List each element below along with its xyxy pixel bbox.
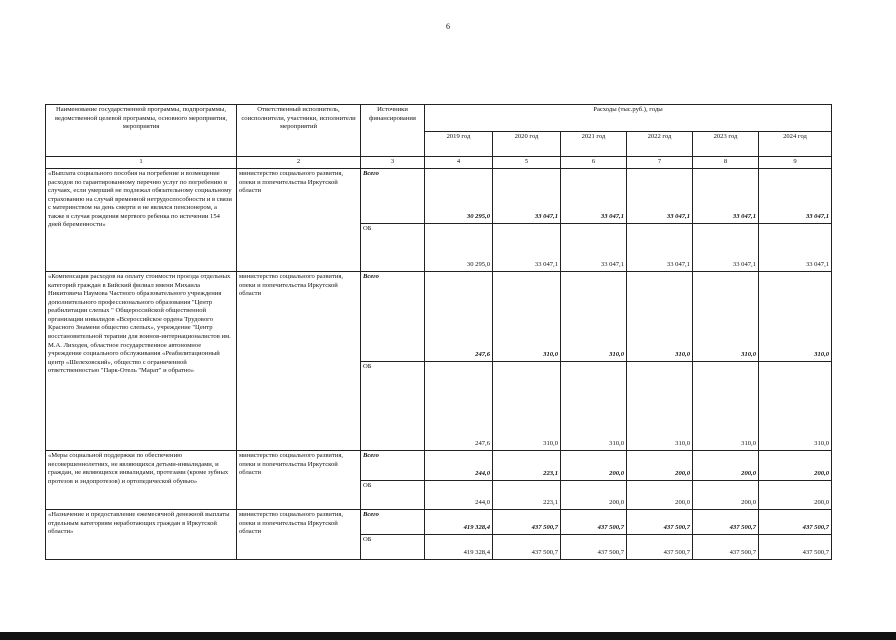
ob-value: 200,0 bbox=[561, 481, 627, 510]
total-value: 33 047,1 bbox=[759, 169, 832, 224]
scan-edge bbox=[0, 632, 896, 640]
table-row-total bbox=[46, 451, 832, 481]
ob-value: 200,0 bbox=[627, 481, 693, 510]
column-number: 8 bbox=[693, 157, 759, 169]
ob-value: 200,0 bbox=[759, 481, 832, 510]
ob-value: 419 328,4 bbox=[425, 535, 493, 560]
header-year: 2019 год bbox=[425, 132, 493, 157]
table-row-total bbox=[46, 169, 832, 224]
table-row-total bbox=[46, 272, 832, 362]
header-year: 2021 год bbox=[561, 132, 627, 157]
total-value: 437 500,7 bbox=[693, 510, 759, 535]
header-row bbox=[46, 105, 832, 132]
executor: министерство социального развития, опеки и попечительства Иркутской области bbox=[237, 451, 361, 510]
ob-value: 33 047,1 bbox=[627, 224, 693, 272]
total-value: 437 500,7 bbox=[627, 510, 693, 535]
ob-value: 310,0 bbox=[561, 362, 627, 451]
measure-name: «Выплата социального пособия на погребение и возмещение расходов по гарантированному перечню услуг по погребению в случаях, если умерший не подлежал обязательному социальному страхованию на случай временной нетрудоспособности и в связи с материнством на день смерти и не являлся пенсионером, а также в случая рождения мертвого ребенка по истечении 154 дней беременности» bbox=[46, 169, 237, 272]
total-value: 33 047,1 bbox=[561, 169, 627, 224]
funding-source-total: Всего bbox=[361, 272, 425, 362]
total-value: 223,1 bbox=[493, 451, 561, 481]
total-value: 310,0 bbox=[759, 272, 832, 362]
ob-value: 33 047,1 bbox=[493, 224, 561, 272]
ob-value: 437 500,7 bbox=[561, 535, 627, 560]
total-value: 30 295,0 bbox=[425, 169, 493, 224]
total-value: 310,0 bbox=[693, 272, 759, 362]
total-value: 310,0 bbox=[627, 272, 693, 362]
ob-value: 310,0 bbox=[693, 362, 759, 451]
ob-value: 244,0 bbox=[425, 481, 493, 510]
total-value: 33 047,1 bbox=[493, 169, 561, 224]
funding-source-ob: ОБ bbox=[361, 481, 425, 510]
ob-value: 30 295,0 bbox=[425, 224, 493, 272]
ob-value: 310,0 bbox=[627, 362, 693, 451]
total-value: 437 500,7 bbox=[561, 510, 627, 535]
ob-value: 310,0 bbox=[759, 362, 832, 451]
total-value: 33 047,1 bbox=[627, 169, 693, 224]
total-value: 419 328,4 bbox=[425, 510, 493, 535]
total-value: 200,0 bbox=[693, 451, 759, 481]
column-number: 4 bbox=[425, 157, 493, 169]
ob-value: 200,0 bbox=[693, 481, 759, 510]
header-funding-source: Источники финансирования bbox=[361, 105, 425, 157]
ob-value: 33 047,1 bbox=[561, 224, 627, 272]
header-expenses: Расходы (тыс.руб.), годы bbox=[425, 105, 832, 132]
funding-source-ob: ОБ bbox=[361, 362, 425, 451]
column-numbers-row bbox=[46, 157, 832, 169]
ob-value: 310,0 bbox=[493, 362, 561, 451]
ob-value: 247,6 bbox=[425, 362, 493, 451]
header-year: 2024 год bbox=[759, 132, 832, 157]
ob-value: 437 500,7 bbox=[693, 535, 759, 560]
column-number: 6 bbox=[561, 157, 627, 169]
ob-value: 223,1 bbox=[493, 481, 561, 510]
total-value: 33 047,1 bbox=[693, 169, 759, 224]
ob-value: 437 500,7 bbox=[759, 535, 832, 560]
funding-source-ob: ОБ bbox=[361, 535, 425, 560]
funding-source-total: Всего bbox=[361, 451, 425, 481]
column-number: 7 bbox=[627, 157, 693, 169]
ob-value: 437 500,7 bbox=[627, 535, 693, 560]
funding-source-total: Всего bbox=[361, 169, 425, 224]
measure-name: «Компенсация расходов на оплату стоимости проезда отдельных категорий граждан в Бийский филиал имени Михаила Никитовича Наумова Частного образовательного учреждения дополнительного профессионального образования "Центр реабилитации слепых " Общероссийской общественной организации инвалидов «Всероссийское ордена Трудового Красного Знамени общество слепых», учреждение "Центр восстановительной терапии для воинов-интернационалистов им. М.А. Лиходея, областное государственное автономное учреждение социального обслуживания «Реабилитационный центр «Шелеховский», общество с ограниченной ответственностью "Парк-Отель "Марат" и обратно» bbox=[46, 272, 237, 451]
total-value: 200,0 bbox=[627, 451, 693, 481]
budget-table bbox=[45, 104, 832, 560]
total-value: 200,0 bbox=[561, 451, 627, 481]
column-number: 5 bbox=[493, 157, 561, 169]
total-value: 247,6 bbox=[425, 272, 493, 362]
measure-name: «Меры социальной поддержки по обеспечению несовершеннолетних, не являющихся детьми-инвалидами, и граждан, не являющихся инвалидами, протезами (кроме зубных протезов и эндопротезов) и ортопедической обувью» bbox=[46, 451, 237, 510]
table-row-total bbox=[46, 510, 832, 535]
measure-name: «Назначение и предоставление ежемесячной денежной выплаты отдельным категориям неработающих граждан в Иркутской области» bbox=[46, 510, 237, 560]
total-value: 200,0 bbox=[759, 451, 832, 481]
executor: министерство социального развития, опеки и попечительства Иркутской области bbox=[237, 169, 361, 272]
funding-source-total: Всего bbox=[361, 510, 425, 535]
total-value: 310,0 bbox=[561, 272, 627, 362]
total-value: 437 500,7 bbox=[759, 510, 832, 535]
ob-value: 437 500,7 bbox=[493, 535, 561, 560]
total-value: 310,0 bbox=[493, 272, 561, 362]
header-year: 2022 год bbox=[627, 132, 693, 157]
ob-value: 33 047,1 bbox=[693, 224, 759, 272]
executor: министерство социального развития, опеки и попечительства Иркутской области bbox=[237, 272, 361, 451]
header-executor: Ответственный исполнитель, соисполнители, участники, исполнители мероприятий bbox=[237, 105, 361, 157]
total-value: 244,0 bbox=[425, 451, 493, 481]
column-number: 3 bbox=[361, 157, 425, 169]
header-year: 2020 год bbox=[493, 132, 561, 157]
header-program-name: Наименование государственной программы, подпрограммы, ведомственной целевой программы, основного мероприятия, мероприятия bbox=[46, 105, 237, 157]
executor: министерство социального развития, опеки и попечительства Иркутской области bbox=[237, 510, 361, 560]
page-number: 6 bbox=[446, 22, 450, 31]
column-number: 1 bbox=[46, 157, 237, 169]
ob-value: 33 047,1 bbox=[759, 224, 832, 272]
funding-source-ob: ОБ bbox=[361, 224, 425, 272]
column-number: 2 bbox=[237, 157, 361, 169]
header-year: 2023 год bbox=[693, 132, 759, 157]
column-number: 9 bbox=[759, 157, 832, 169]
total-value: 437 500,7 bbox=[493, 510, 561, 535]
